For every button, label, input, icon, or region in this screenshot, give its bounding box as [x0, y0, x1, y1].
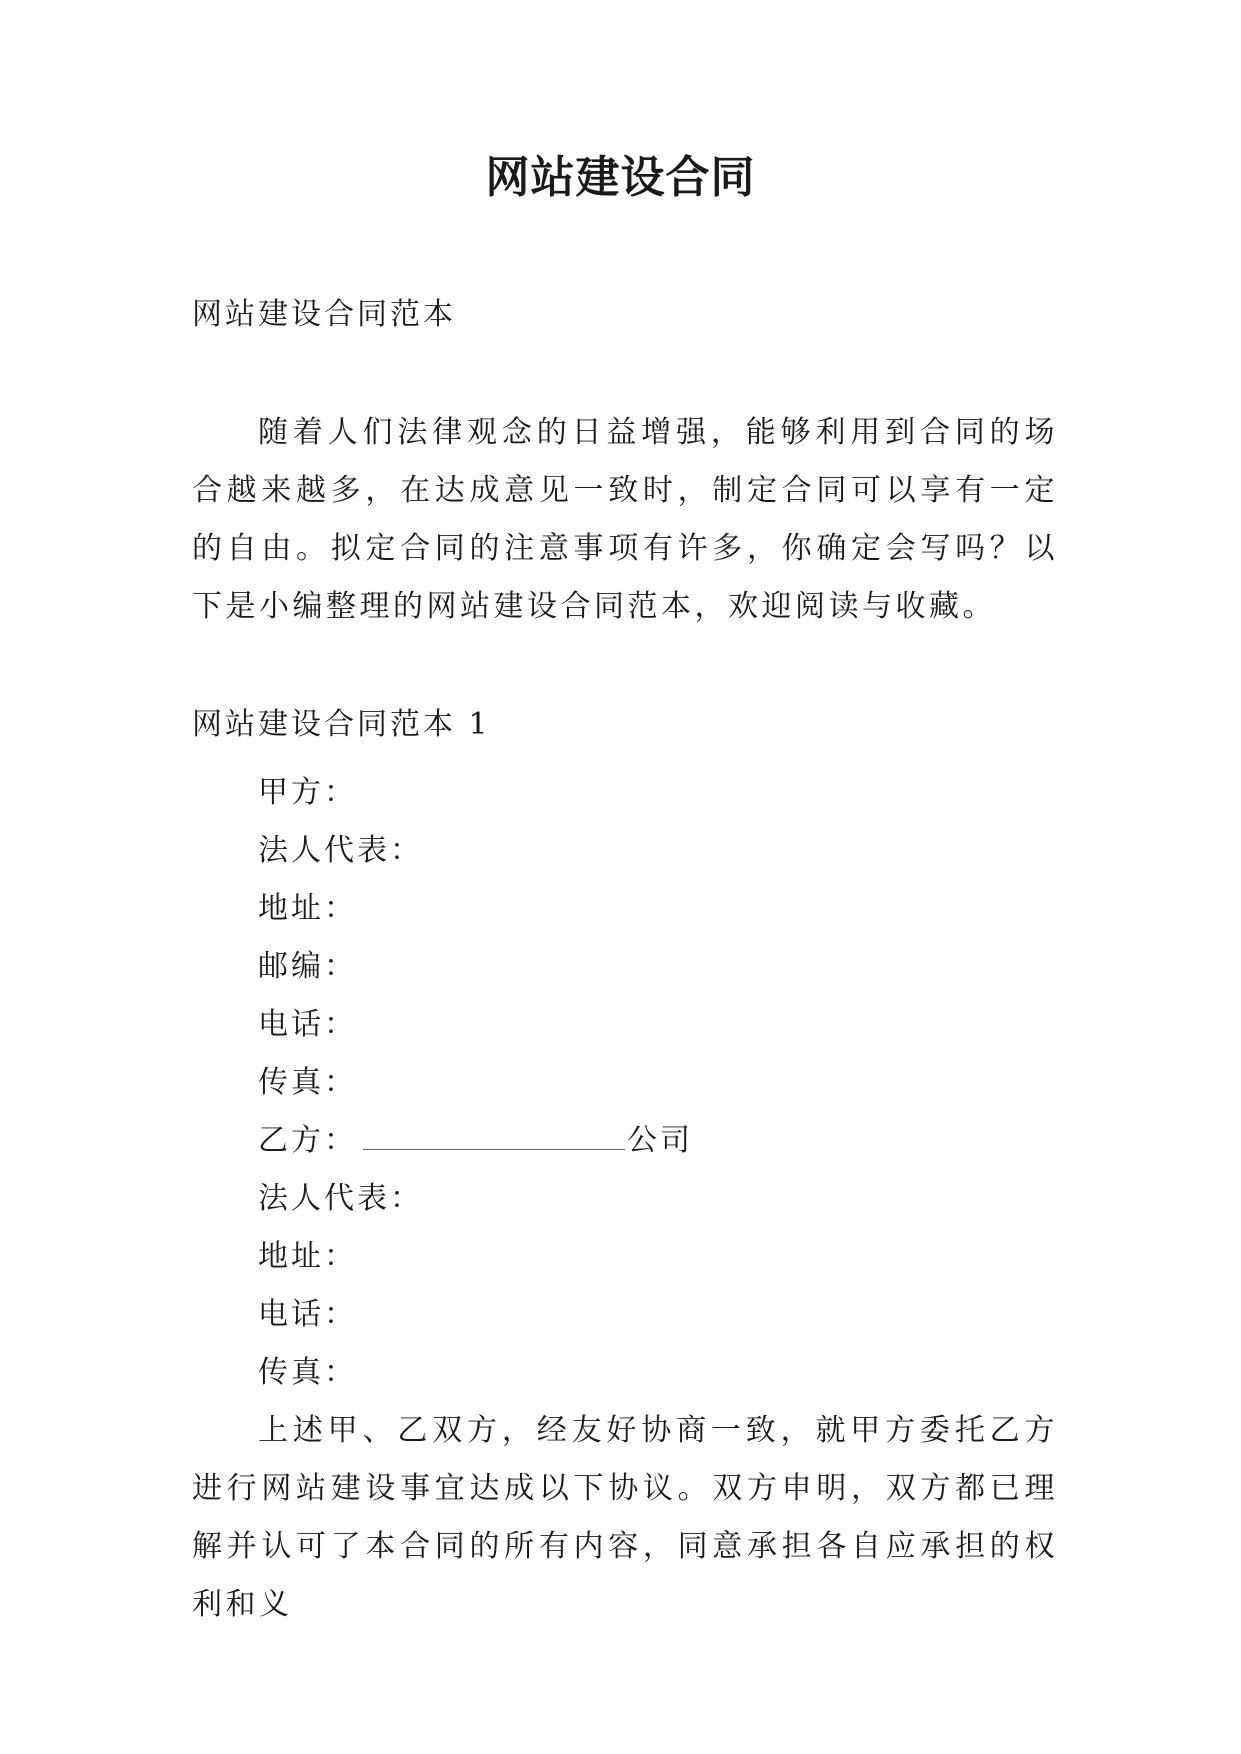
party-a-fax-label: 传真： [258, 1065, 357, 1100]
party-b-address-label: 地址： [258, 1239, 357, 1274]
party-b-legal-rep-label: 法人代表： [258, 1181, 423, 1216]
document-subtitle: 网站建设合同范本 [192, 297, 456, 332]
document-title: 网站建设合同 [485, 152, 756, 203]
party-a-postcode-label: 邮编： [258, 949, 357, 984]
party-b-label: 乙方： [258, 1123, 357, 1158]
party-b-fax-label: 传真： [258, 1355, 357, 1390]
party-info-list [258, 764, 693, 1402]
agreement-paragraph: 上述甲、乙双方，经友好协商一致，就甲方委托乙方进行网站建设事宜达成以下协议。双方申明，双方都已理解并认可了本合同的所有内容，同意承担各自应承担的权利和义 [192, 1413, 1058, 1622]
party-a-legal-rep-label: 法人代表： [258, 833, 423, 868]
party-b-line [258, 1112, 693, 1170]
party-b-phone-label: 电话： [258, 1297, 357, 1332]
section-heading: 网站建设合同范本 1 [192, 707, 491, 742]
party-a-phone-label: 电话： [258, 1007, 357, 1042]
party-b-name-blank [363, 1123, 625, 1150]
party-a-address-label: 地址： [258, 891, 357, 926]
party-a-label: 甲方： [258, 775, 357, 810]
intro-paragraph: 随着人们法律观念的日益增强，能够利用到合同的场合越来越多，在达成意见一致时，制定合同可以享有一定的自由。拟定合同的注意事项有许多，你确定会写吗？以下是小编整理的网站建设合同范本，欢迎阅读与收藏。 [192, 415, 1058, 624]
party-b-suffix: 公司 [627, 1123, 693, 1158]
